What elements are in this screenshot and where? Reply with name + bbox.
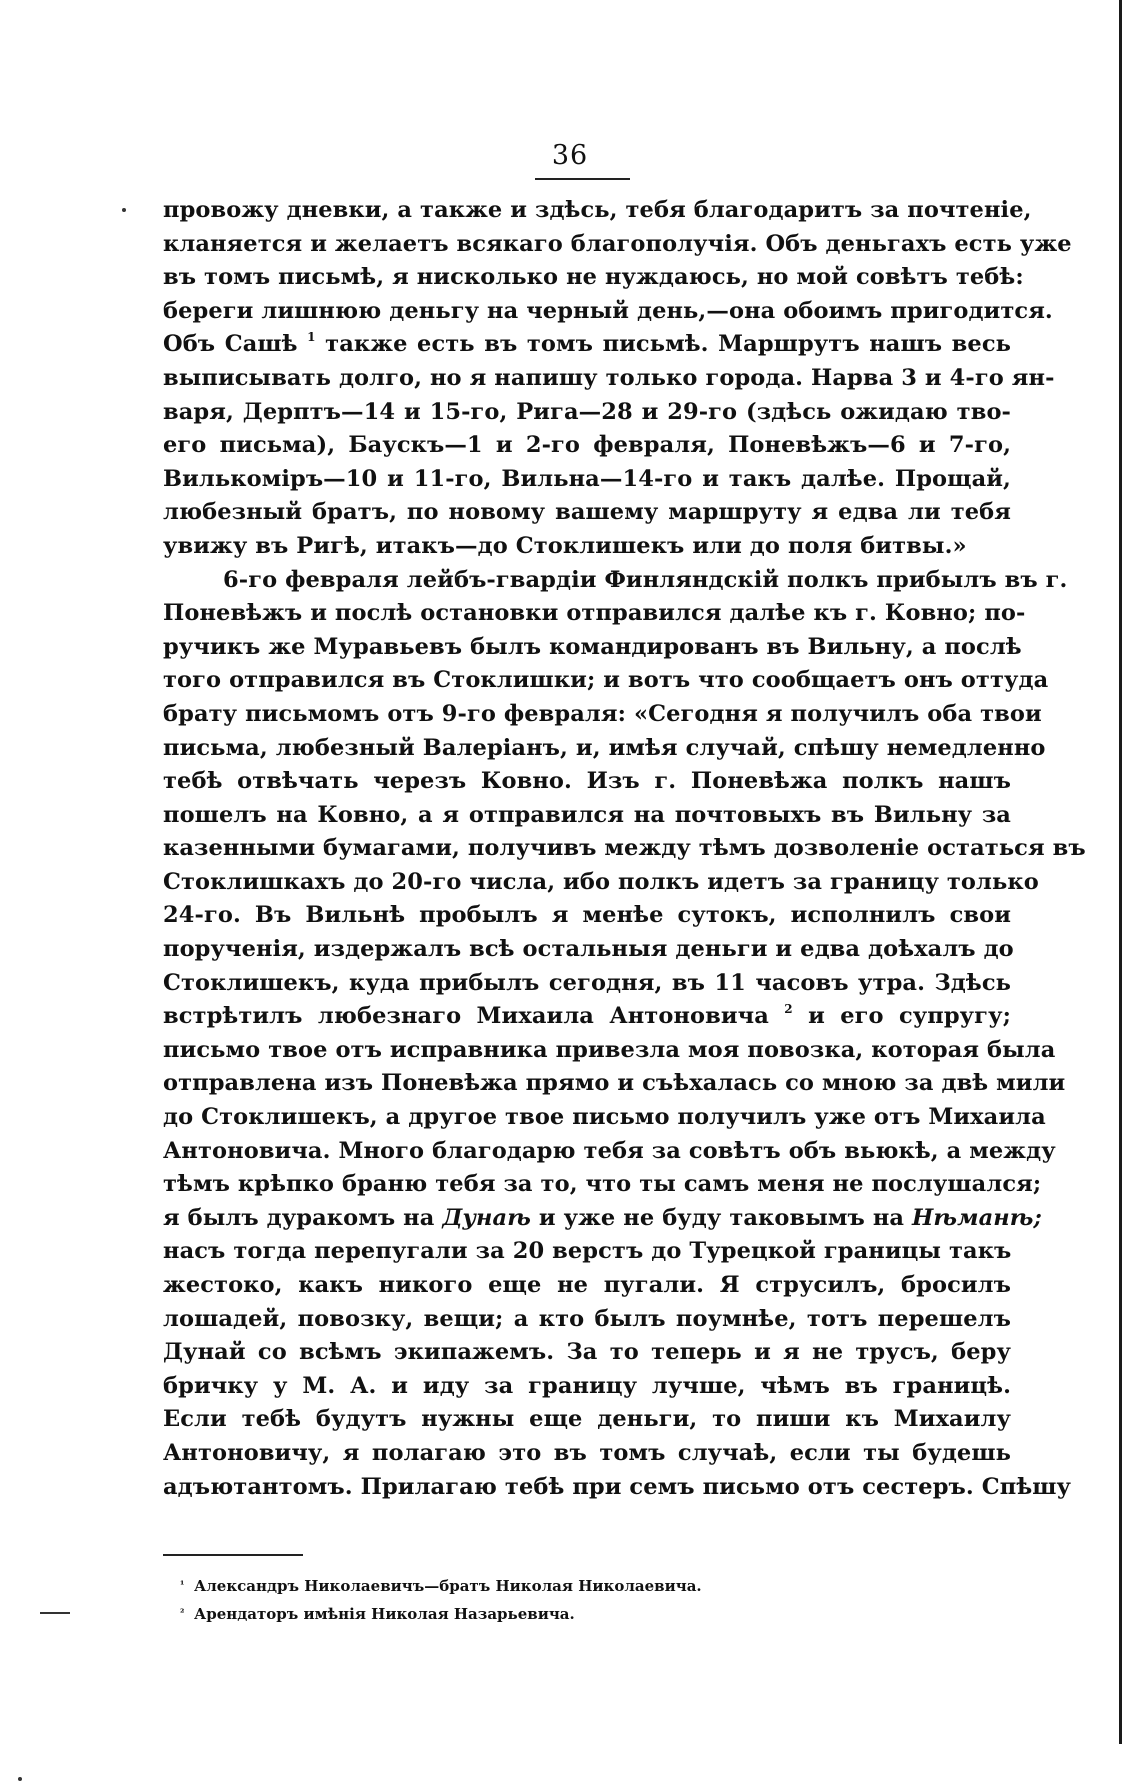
text-line: Дунай со всѣмъ экипажемъ. За то теперь и я не трусъ, беру bbox=[163, 1339, 1011, 1366]
italic-text: Нѣманѣ; bbox=[912, 1204, 1042, 1231]
text-line bbox=[163, 328, 1011, 362]
italic-text: Дунаѣ bbox=[442, 1204, 531, 1231]
text-line: провожу дневки, а также и здѣсь, тебя благодаритъ за почтеніе, bbox=[163, 197, 1032, 223]
text-span: Объ Сашѣ bbox=[163, 331, 308, 358]
footnote-ref: 1 bbox=[307, 330, 316, 345]
text-line: варя, Дерптъ—14 и 15-го, Рига—28 и 29-го (здѣсь ожидаю тво- bbox=[163, 398, 1011, 425]
text-line: письма, любезный Валеріанъ, и, имѣя случай, спѣшу немедленно bbox=[163, 734, 1046, 761]
body-text bbox=[163, 194, 1086, 1504]
footnote-ref: 2 bbox=[784, 1002, 793, 1017]
text-line: отправлена изъ Поневѣжа прямо и съѣхалась со мною за двѣ мили bbox=[163, 1070, 1066, 1097]
footnote-mark: ² bbox=[180, 1608, 185, 1620]
text-line: бричку у М. А. и иду за границу лучше, чѣмъ въ границѣ. bbox=[163, 1372, 1011, 1399]
text-line: тебѣ отвѣчать черезъ Ковно. Изъ г. Поневѣжа полкъ нашъ bbox=[163, 768, 1011, 795]
text-span: также есть въ томъ письмѣ. Маршрутъ нашъ весь bbox=[315, 331, 1011, 358]
text-line: жестоко, какъ никого еще не пугали. Я струсилъ, бросилъ bbox=[163, 1272, 1011, 1298]
text-span: и уже не буду таковымъ на bbox=[530, 1204, 913, 1231]
text-line: кланяется и желаетъ всякаго благополучія. Объ деньгахъ есть уже bbox=[163, 230, 1072, 257]
page-number-rule bbox=[535, 178, 630, 180]
text-line: тѣмъ крѣпко браню тебя за то, что ты самъ меня не послушался; bbox=[163, 1171, 1042, 1198]
footnote bbox=[180, 1600, 702, 1628]
text-line: насъ тогда перепугали за 20 верстъ до Турецкой границы такъ bbox=[163, 1238, 1012, 1265]
footnote-text: Александръ Николаевичъ—братъ Николая Николаевича. bbox=[194, 1577, 702, 1596]
text-line: ручикъ же Муравьевъ былъ командированъ въ Вильну, а послѣ bbox=[163, 633, 1022, 660]
text-line: того отправился въ Стоклишки; и вотъ что сообщаетъ онъ оттуда bbox=[163, 667, 1049, 694]
text-line: казенными бумагами, получивъ между тѣмъ дозволеніе остаться въ bbox=[163, 835, 1086, 862]
text-line: Поневѣжъ и послѣ остановки отправился далѣе къ г. Ковно; по- bbox=[163, 600, 1026, 627]
text-line: Вилькоміръ—10 и 11-го, Вильна—14-го и такъ далѣе. Прощай, bbox=[163, 465, 1011, 492]
text-line: Стоклишкахъ до 20-го числа, ибо полкъ идетъ за границу только bbox=[163, 868, 1039, 895]
scan-speck bbox=[18, 1777, 22, 1781]
text-line: адъютантомъ. Прилагаю тебѣ при семъ письмо отъ сестеръ. Спѣшу bbox=[163, 1473, 1072, 1500]
text-span: я былъ дуракомъ на bbox=[163, 1204, 443, 1231]
text-line: Стоклишекъ, куда прибылъ сегодня, въ 11 часовъ утра. Здѣсь bbox=[163, 969, 1011, 996]
text-line: любезный братъ, по новому вашему маршруту я едва ли тебя bbox=[163, 499, 1011, 526]
footnote-rule bbox=[163, 1554, 303, 1556]
text-span: и его супругу; bbox=[792, 1003, 1011, 1030]
text-line: выписывать долго, но я напишу только города. Нарва 3 и 4-го ян- bbox=[163, 364, 1055, 391]
text-line: пошелъ на Ковно, а я отправился на почтовыхъ въ Вильну за bbox=[163, 801, 1011, 828]
text-line: порученія, издержалъ всѣ остальныя деньги и едва доѣхалъ до bbox=[163, 936, 1014, 963]
footnote-text: Арендаторъ имѣнія Николая Назарьевича. bbox=[194, 1605, 575, 1624]
text-line: Антоновича. Много благодарю тебя за совѣтъ объ вьюкѣ, а между bbox=[163, 1137, 1056, 1164]
text-line bbox=[163, 1000, 1011, 1034]
scan-speck bbox=[122, 208, 126, 212]
text-line: 24-го. Въ Вильнѣ пробылъ я менѣе сутокъ, исполнилъ свои bbox=[163, 902, 1011, 929]
text-line: Если тебѣ будутъ нужны еще деньги, то пиши къ Михаилу bbox=[163, 1406, 1011, 1433]
footnote bbox=[180, 1572, 702, 1600]
text-line: лошадей, повозку, вещи; а кто былъ поумнѣе, тотъ перешелъ bbox=[163, 1305, 1011, 1332]
text-line bbox=[163, 1202, 1042, 1236]
text-line: брату письмомъ отъ 9-го февраля: «Сегодня я получилъ оба твои bbox=[163, 700, 1042, 727]
scan-dash-mark bbox=[40, 1612, 70, 1614]
text-line: письмо твое отъ исправника привезла моя повозка, которая была bbox=[163, 1036, 1056, 1063]
footnotes bbox=[180, 1572, 702, 1628]
text-span: встрѣтилъ любезнаго Михаила Антоновича bbox=[163, 1003, 785, 1030]
text-line: до Стоклишекъ, а другое твое письмо получилъ уже отъ Михаила bbox=[163, 1104, 1046, 1131]
text-line: береги лишнюю деньгу на черный день,—она обоимъ пригодится. bbox=[163, 297, 1053, 324]
text-line: увижу въ Ригѣ, итакъ—до Стоклишекъ или до поля битвы.» bbox=[163, 532, 967, 559]
text-line: въ томъ письмѣ, я нисколько не нуждаюсь, но мой совѣтъ тебѣ: bbox=[163, 264, 1024, 291]
text-line: Антоновичу, я полагаю это въ томъ случаѣ, если ты будешь bbox=[163, 1439, 1011, 1466]
text-line: 6-го февраля лейбъ-гвардіи Финляндскій полкъ прибылъ въ г. bbox=[223, 566, 1068, 593]
text-line: его письма), Баускъ—1 и 2-го февраля, Поневѣжъ—6 и 7-го, bbox=[163, 432, 1011, 459]
footnote-mark: ¹ bbox=[180, 1580, 185, 1592]
page-number: 36 bbox=[551, 140, 589, 171]
scan-edge-line bbox=[1119, 0, 1122, 1744]
